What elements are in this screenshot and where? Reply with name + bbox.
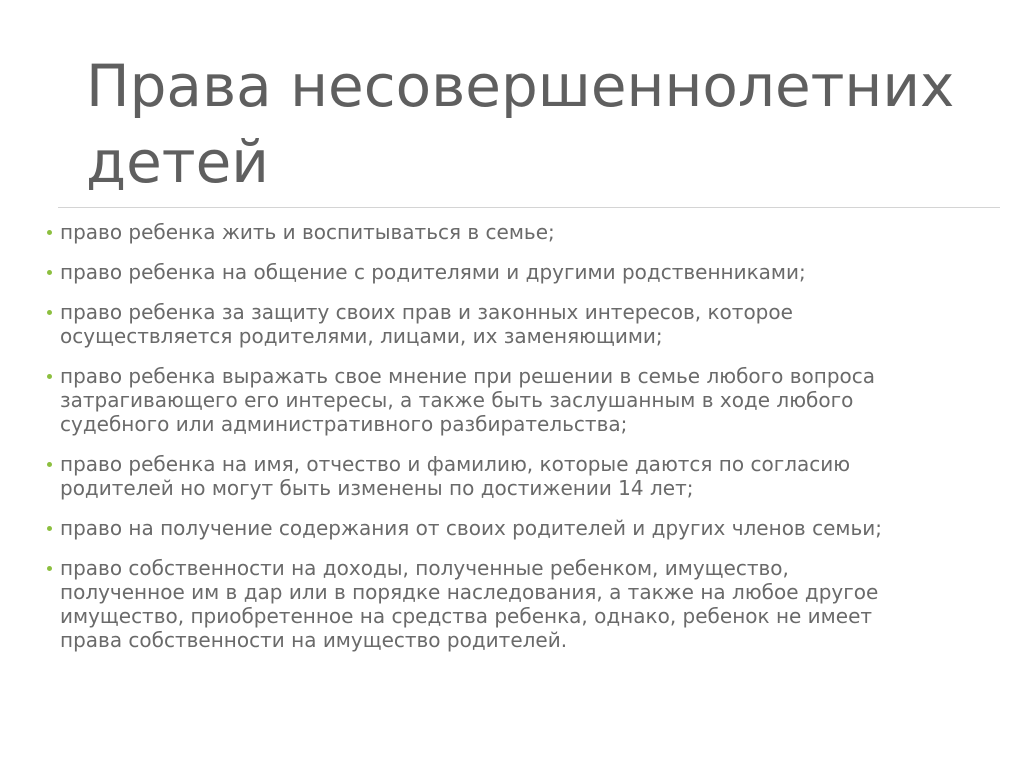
bullet-dot-icon bbox=[47, 270, 52, 275]
list-item-text: право ребенка жить и воспитываться в семье; bbox=[60, 220, 555, 244]
list-item-text: право ребенка выражать свое мнение при решении в семье любого вопроса bbox=[60, 364, 876, 388]
rights-list bbox=[44, 220, 1024, 668]
list-item-text: право ребенка на общение с родителями и другими родственниками; bbox=[60, 260, 806, 284]
list-item bbox=[44, 556, 1024, 652]
bullet-dot-icon bbox=[47, 462, 52, 467]
slide-title-line: Права несовершеннолетних bbox=[86, 52, 955, 120]
list-item-text: имущество, приобретенное на средства ребенка, однако, ребенок не имеет bbox=[60, 604, 873, 628]
list-item-text: полученное им в дар или в порядке наследования, а также на любое другое bbox=[60, 580, 879, 604]
bullet-dot-icon bbox=[47, 566, 52, 571]
list-item-text: затрагивающего его интересы, а также быть заслушанным в ходе любого bbox=[60, 388, 854, 412]
list-item-text: право ребенка на имя, отчество и фамилию, которые даются по согласию bbox=[60, 452, 851, 476]
list-item bbox=[44, 220, 1024, 244]
list-item-text: родителей но могут быть изменены по достижении 14 лет; bbox=[60, 476, 694, 500]
list-item-text: право на получение содержания от своих родителей и других членов семьи; bbox=[60, 516, 882, 540]
bullet-dot-icon bbox=[47, 526, 52, 531]
list-item bbox=[44, 300, 1024, 348]
slide-title-line: детей bbox=[86, 128, 269, 196]
list-item-text: право собственности на доходы, полученные ребенком, имущество, bbox=[60, 556, 789, 580]
list-item bbox=[44, 364, 1024, 436]
list-item-text: судебного или административного разбирательства; bbox=[60, 412, 628, 436]
list-item-text: осуществляется родителями, лицами, их заменяющими; bbox=[60, 324, 663, 348]
list-item-text: права собственности на имущество родителей. bbox=[60, 628, 568, 652]
bullet-dot-icon bbox=[47, 374, 52, 379]
title-divider bbox=[58, 207, 1000, 208]
list-item bbox=[44, 260, 1024, 284]
list-item bbox=[44, 452, 1024, 500]
bullet-dot-icon bbox=[47, 310, 52, 315]
slide-title bbox=[86, 48, 1006, 200]
list-item-text: право ребенка за защиту своих прав и законных интересов, которое bbox=[60, 300, 793, 324]
bullet-dot-icon bbox=[47, 230, 52, 235]
list-item bbox=[44, 516, 1024, 540]
